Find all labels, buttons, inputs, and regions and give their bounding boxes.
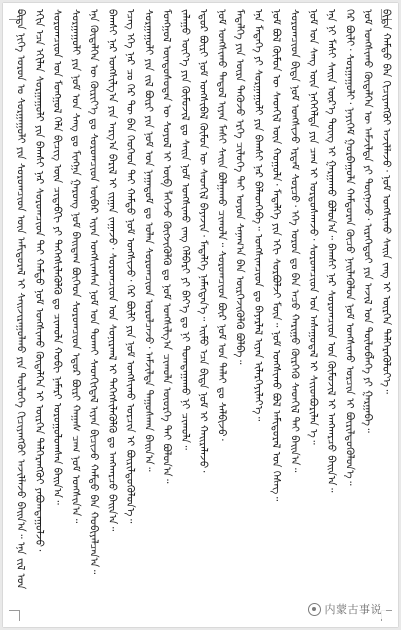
text-column: ᠰᠤᠷᠭᠠᠭᠤᠯᠢ ᠶᠢᠨ ᠵᠢᠯ ᠪᠦᠷᠢ ᠶᠢᠨ ᠨᠤᠮ ᠤᠨ ᠨᠠᠭᠠᠳᠤᠮ ᠳᠤ ᠤᠯᠠᠨ ᠰᠤᠷᠤᠭᠴᠢᠳ ᠣᠷᠣᠯᠴᠠᠵᠤ᠂ ᠠᠮᠵᠢᠯᠲᠠ ᠳᠠᠭᠤᠰᠬᠠᠨ ᠪᠠᠢᠨ᠎ᠠ᠃ xyxy=(142,9,155,472)
text-column: ᠭᠡᠷ ᠪᠦᠯᠢ᠂ ᠰᠤᠷᠭᠠᠭᠤᠯᠢ᠂ ᠨᠡᠶᠢᠭᠡᠮ ᠭᠤᠷᠪᠠᠭᠤᠯᠠ ᠬᠠᠮᠲᠤᠷᠠᠨ ᠬᠦᠴᠦ ᠨᠡᠢᠯᠡᠭᠦᠯᠦᠨ ᠨᠤᠮ ᠤᠩᠰᠢᠬᠤ ᠣᠷᠴᠢᠨ ᠢ ᠪᠦᠷᠢᠯᠳᠦᠭᠦᠯᠦᠨ᠎ᠡ᠃ xyxy=(343,9,356,486)
text-column: ᠨᠤᠮ ᠤᠨ ᠰᠠᠩ ᠦᠨ ᠨᠡᠭᠡᠭᠡᠯᠲᠡ ᠶᠢᠨ ᠴᠠᠭ ᠢ ᠤᠷᠲᠤᠰᠬᠠᠵᠤ᠂ ᠰᠤᠷᠤᠭᠴᠢᠳ ᠤᠨ ᠠᠰᠠᠭᠤᠳᠠᠯ ᠢ ᠰᠢᠢᠳᠪᠦᠷᠢᠯᠡᠨ ᠡ᠃ xyxy=(306,9,319,445)
text-column: ᠪᠢᠳᠡ ᠨᠢᠭᠡ ᠤᠷᠤᠨ ᠤ ᠰᠤᠷᠭᠠᠭᠤᠯᠢ ᠶᠢᠨ ᠰᠤᠷᠤᠭᠴᠢᠳ ᠦᠨ ᠠᠮᠢᠳᠤᠷᠠᠯ ᠢ ᠰᠠᠢᠵᠢᠷᠠᠭᠤᠯᠬᠤ ᠶᠢᠨ ᠲᠥᠯᠥᠭᠡ ᠬᠢᠴᠢᠶᠡᠩᠭᠦᠢ ᠠᠵᠢᠯᠯᠠᠵᠤ ᠪᠠᠢᠨ᠎ᠠ᠃ ᠡᠨᠡ ᠵᠢᠯ ᠤᠨ xyxy=(14,9,27,590)
text-column: ᠨᠤᠮ ᠪᠣᠯ ᠬᠦᠮᠦᠨ ᠦ ᠰᠡᠳᠬᠢᠯ ᠦᠨ ᠬᠣᠭᠤᠯᠠ᠂ ᠮᠡᠳᠡᠯᠭᠡ ᠶᠢᠨ ᠡᠬᠢ ᠰᠤᠷᠪᠤᠯᠵᠢ ᠮᠥᠨ᠃ ᠨᠤᠮ ᠤᠩᠰᠢᠬᠤ ᠪᠣᠯ ᠠᠮᠢᠳᠤᠷᠠᠯ ᠤᠨ ᠬᠡᠰᠡᠭ᠃ xyxy=(270,9,283,502)
text-column: ᠡᠬᠢᠨ ᠡᠴᠡ ᠡᠬᠢᠯᠡᠨ ᠰᠤᠷᠭᠠᠭᠤᠯᠢ ᠶᠢᠨ ᠪᠠᠭᠰᠢ ᠨᠠᠷ ᠰᠤᠷᠤᠭᠴᠢᠳ ᠲᠠᠢ ᠬᠠᠮᠲᠤ ᠨᠤᠮ ᠤᠩᠰᠢᠬᠤ ᠬᠥᠳᠡᠯᠭᠡᠨ ᠢ ᠥᠷᠭᠡᠨ ᠳᠡᠯᠭᠡᠷᠡᠩᠭᠦᠢ ᠶᠠᠪᠤᠭᠳᠠᠭᠤᠯᠵᠤ᠂ xyxy=(32,9,45,552)
watermark xyxy=(304,599,387,619)
text-column: ᠰᠤᠷᠤᠭᠴᠢᠳ ᠤᠨ ᠮᠣᠩᠭᠣᠯ ᠬᠡᠯᠡ ᠪᠢᠴᠢᠭ ᠦᠨ ᠴᠢᠳᠠᠪᠬᠢ ᠶᠢ ᠳᠡᠭᠡᠭᠰᠢᠯᠡᠭᠦᠯᠬᠦ ᠳᠤ ᠴᠢᠬᠤᠯᠠ ᠬᠤᠪᠢ ᠨᠡᠮᠡᠷᠢ ᠣᠷᠣᠭᠤᠯᠤᠭᠰᠠᠨ ᠪᠠᠢᠨ᠎ᠠ᠃ xyxy=(51,9,64,505)
text-column: ᠪᠢᠳᠡ ᠬᠠᠮᠲᠤ ᠪᠡᠨ ᠬᠢᠴᠢᠶᠡᠩᠭᠦᠢ ᠠᠵᠢᠯᠯᠠᠵᠤ᠂ ᠨᠤᠮ ᠤᠩᠰᠢᠬᠤ ᠰᠠᠢᠨ ᠵᠠᠩ ᠢ ᠥᠷᠭᠡᠨ ᠳᠡᠯᠭᠡᠷᠡᠭᠦᠯᠦᠶ᠎ᠡ᠃ xyxy=(379,9,392,394)
text-column: ᠰᠤᠷᠤᠭᠴᠢᠳ ᠪᠢᠳᠡ ᠨᠤᠮ ᠤᠩᠰᠢᠵᠤ ᠡᠷᠳᠡᠮ ᠰᠤᠷᠴᠤ᠂ ᠡᠬᠡ ᠣᠷᠣᠨ ᠳᠤ ᠪᠠᠨ ᠠᠴᠤ ᠬᠠᠷᠢᠭᠤ ᠬᠦᠷᠭᠡᠬᠦ ᠰᠡᠳᠬᠢᠯ ᠲᠡᠢ ᠪᠠᠢᠨ᠎ᠠ᠃ xyxy=(288,9,301,473)
mongolian-text-body xyxy=(13,9,393,621)
text-column: ᠨᠤᠮ ᠤᠩᠰᠢᠬᠤ ᠬᠥᠳᠡᠯᠭᠡᠨ ᠦ ᠠᠮᠵᠢᠯᠲᠠ ᠶᠢ ᠳᠦᠭᠨᠡᠵᠦ᠂ ᠢᠷᠡᠭᠡᠳᠦᠢ ᠶᠢᠨ ᠠᠵᠢᠯ ᠤᠨ ᠲᠥᠯᠥᠪᠯᠡᠭᠡ ᠶᠢ ᠭᠠᠷᠭᠠᠪᠠ᠃ xyxy=(361,9,374,433)
text-column: ᠰᠤᠷᠭᠠᠭᠤᠯᠢ ᠶᠢᠨ ᠨᠤᠮ ᠤᠨ ᠰᠠᠩ ᠳᠤ ᠮᠢᠩᠭᠠ ᠭᠠᠷᠤᠩ ᠨᠤᠮ ᠪᠠᠢᠳᠠᠭ ᠪᠥᠭᠡᠳ ᠰᠤᠷᠤᠭᠴᠢᠳ ᠡᠳᠦᠷ ᠪᠦᠷᠢ ᠬᠠᠭᠠᠰ ᠴᠠᠭ ᠨᠤᠮ ᠤᠩᠰᠢᠨ᠎ᠠ᠃ xyxy=(69,9,82,524)
text-column: ᠡᠳᠦᠷ ᠪᠦᠷᠢ ᠨᠤᠮ ᠤᠩᠰᠢᠪᠠᠯ ᠬᠦᠮᠦᠨ ᠦ ᠰᠡᠳᠬᠢᠯ ᠪᠠᠶᠠᠵᠢᠨ᠂ ᠮᠡᠳᠡᠯᠭᠡ ᠨᠡᠮᠡᠭᠳᠡᠨ᠎ᠡ᠃ ᠡᠢᠮᠤ ᠡᠴᠡ ᠪᠢᠳᠡ ᠨᠤᠮ ᠢ ᠬᠠᠢᠷᠠᠯᠠᠵᠤ᠂ xyxy=(197,9,210,473)
text-column: ᠡᠴᠡᠭ ᠡᠬᠡ ᠨᠠᠷ ᠴᠤ ᠭᠡᠷ ᠲᠦ ᠪᠡᠨ ᠬᠡᠦᠬᠡᠳ ᠲᠡᠢ ᠬᠠᠮᠲᠤ ᠨᠤᠮ ᠤᠩᠰᠢᠵᠤ᠂ ᠭᠡᠷ ᠪᠦᠯᠢ ᠶᠢᠨ ᠨᠤᠮ ᠤᠩᠰᠢᠬᠤ ᠤᠷᠴᠢᠨ ᠢ ᠪᠦᠷᠢᠯᠳᠦᠭᠦᠯᠦᠨ᠎ᠡ᠃ xyxy=(124,9,137,524)
wechat-watermark-icon xyxy=(308,603,321,616)
text-column: ᠮᠣᠩᠭᠣᠯ ᠦᠨᠳᠦᠰᠦᠲᠡᠨ ᠦ ᠰᠣᠶᠣᠯ ᠢ ᠥᠪ ᠯᠡᠭᠡᠵᠦ ᠬᠥᠭᠵᠢᠭᠦᠯᠬᠦ ᠳᠤ ᠨᠤᠮ ᠤᠩᠰᠢᠯᠭ᠎ᠠ ᠴᠢᠬᠤᠯᠠ ᠦᠦᠷᠭᠡ ᠲᠡᠢ ᠪᠣᠯᠤᠨ᠎ᠠ᠃ xyxy=(160,9,173,484)
text-column: ᠮᠡᠳᠡᠯᠭᠡ ᠶᠢᠨ ᠦᠷᠡ ᠲᠡᠭᠦᠵᠦ ᠡᠷᠬᠡ ᠴᠢᠯᠦᠭᠡ ᠲᠡᠢ ᠣᠶᠤᠨ ᠰᠠᠨᠠᠭ᠎ᠠ ᠪᠠᠨ ᠥᠷᠭᠡᠵᠢᠭᠦᠯᠬᠦ ᠪᠣᠯᠪᠠ᠃ xyxy=(233,9,246,365)
text-column: ᠪᠠᠭᠰᠢ ᠨᠠᠷ ᠤᠩᠰᠢᠯᠭ᠎ᠠ ᠶᠢᠨ ᠠᠷᠭ᠎ᠠ ᠪᠠᠷᠢᠯ ᠢ ᠵᠢᠭᠠᠨ ᠵᠠᠭᠠᠵᠤ᠂ ᠰᠤᠷᠤᠭᠴᠢᠳ ᠤᠨ ᠰᠣᠨᠢᠷᠬᠠᠯ ᠢ ᠳᠡᠭᠡᠭᠰᠢᠯᠡᠭᠦᠯᠬᠦ ᠳᠤ ᠠᠩᠬᠠᠷᠴᠤ ᠪᠠᠢᠨ᠎ᠠ᠃ xyxy=(105,9,118,532)
text-column: ᠨᠤᠮ ᠤᠩᠰᠢᠬᠤ ᠳᠠᠳᠤᠯ ᠢᠶᠠᠨ ᠮᠠᠰᠢ ᠰᠠᠢᠨ ᠪᠣᠯᠭᠠᠬᠤ ᠴᠢᠬᠤᠯᠠ᠃ ᠰᠤᠷᠤᠭᠴᠢᠳ ᠪᠦᠷ ᠨᠤᠮ ᠤᠨ ᠳᠠᠯᠠᠢ ᠳᠤ ᠰᠡᠯᠪᠢᠵᠦ᠂ xyxy=(215,9,228,441)
text-column: ᠡᠨᠡ ᠮᠡᠳᠡᠭᠡ ᠶᠢ ᠰᠤᠷᠭᠠᠭᠤᠯᠢ ᠶᠢᠨ ᠪᠠᠭᠰᠢ ᠨᠠᠷ ᠪᠡᠯᠡᠳᠬᠡᠪᠡ᠃ ᠤᠩᠰᠢᠭᠴᠢᠳ ᠳᠤ ᠪᠠᠶᠠᠷᠯᠠᠯ ᠢᠶᠠᠨ ᠢᠯᠡᠷᠬᠡᠶᠢᠯᠡᠶ᠎ᠡ᠃ xyxy=(251,9,264,422)
text-column: ᠡᠨᠡ ᠨᠢ ᠮᠠᠰᠢ ᠰᠠᠢᠨ ᠦᠷ᠎ᠡ ᠳᠦᠩ ᠢ ᠭᠠᠷᠭᠠᠬᠤ ᠪᠣᠯᠤᠨ᠎ᠠ᠃ ᠪᠠᠭᠰᠢ ᠨᠠᠷ ᠰᠤᠷᠤᠭᠴᠢᠳ ᠤᠨ ᠬᠦᠮᠦᠵᠢᠯ ᠢ ᠠᠩᠬᠠᠷᠴᠤ ᠪᠠᠢᠨ᠎ᠠ᠃ xyxy=(325,9,338,493)
text-column: ᠵᠠᠯᠠᠭᠤ ᠦᠶ᠎ᠡ ᠶᠢᠨ ᠬᠦᠮᠦᠵᠢᠯ ᠳᠤ ᠰᠠᠢᠨ ᠨᠤᠮ ᠤᠩᠰᠢᠬᠤ ᠵᠠᠩ ᠬᠡᠯᠪᠡᠷᠢ ᠶᠢ ᠪᠡᠶ᠎ᠡ ᠳᠤ ᠨᠢ ᠲᠣᠭᠲᠠᠭᠠᠬᠤ ᠨᠢ ᠴᠢᠬᠤᠯᠠ᠃ xyxy=(178,9,191,450)
watermark-text: 内蒙古事说 xyxy=(324,603,382,616)
document-page xyxy=(3,3,398,627)
text-column: ᠡᠨᠡ ᠬᠥᠳᠡᠯᠭᠡᠨ ᠦ ᠬᠦᠷᠢᠶ᠎ᠡ ᠳᠤ ᠰᠤᠷᠤᠭᠴᠢᠳ ᠥᠪᠡᠷ ᠢᠶᠡᠨ ᠤᠩᠰᠢᠭᠰᠠᠨ ᠨᠤᠮ ᠤᠨ ᠲᠤᠬᠠᠢ ᠰᠡᠳᠬᠢᠭᠳᠡᠯ ᠢᠶᠡᠨ ᠪᠢᠴᠢᠵᠦ ᠬᠠᠮᠲᠤ ᠪᠡᠨ ᠬᠤᠪᠢᠶᠠᠯᠴᠠᠨ᠎ᠠ᠃ xyxy=(87,9,100,575)
